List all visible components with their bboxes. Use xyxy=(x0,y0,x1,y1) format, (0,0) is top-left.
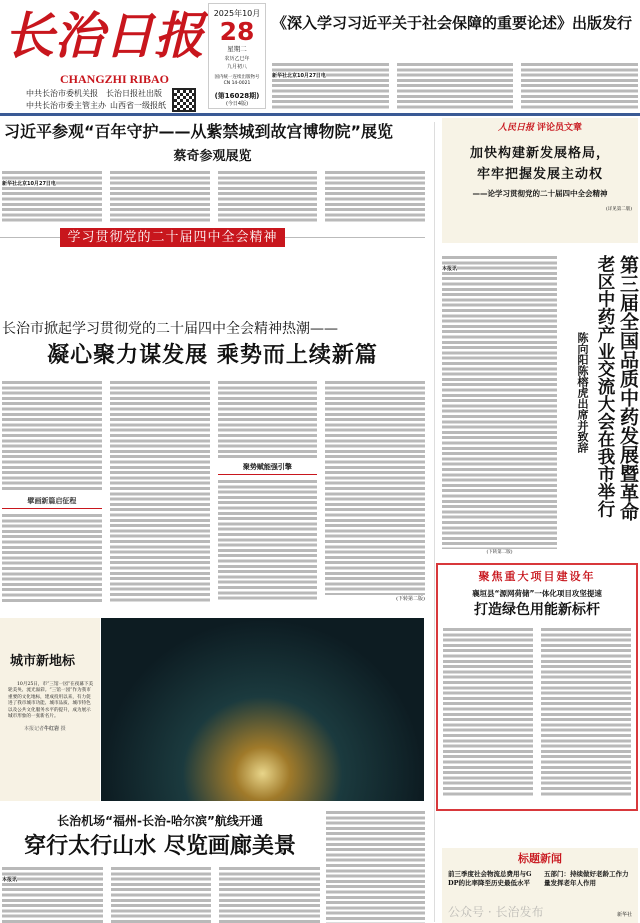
sponsor-3: 中共长治市委主管主办 xyxy=(26,101,106,110)
main-body xyxy=(2,380,425,602)
main-headline: 凝心聚力谋发展 乘势而上续新篇 xyxy=(47,343,378,368)
main-continued: (下转第二版) xyxy=(396,596,425,602)
briefs-source: 新华社 xyxy=(616,912,632,918)
lead-body xyxy=(2,170,425,222)
brief-item[interactable]: 五部门：持续做好老龄工作力量发挥老年人作用 xyxy=(544,870,629,887)
top-story-headline: 《深入学习习近平关于社会保障的重要论述》出版发行 xyxy=(272,14,633,32)
briefs-box xyxy=(442,848,638,923)
brief-item[interactable]: 前三季度社会物流总费用与GDP的比率降至历史最低水平 xyxy=(448,870,532,887)
lead-dateline: 新华社北京10月27日电 xyxy=(2,181,56,187)
weekday: 星期二 xyxy=(227,45,247,53)
tcm-body xyxy=(442,255,557,555)
watermark: 公众号 · 长治发布 xyxy=(448,905,544,919)
photo-credit-name: 牛红岩 xyxy=(44,726,60,733)
commentary-headline-1: 加快构建新发展格局， xyxy=(469,146,610,161)
section-banner: 学习贯彻党的二十届四中全会精神 xyxy=(60,228,285,247)
lunar-year: 农历乙巳年 xyxy=(224,56,250,62)
airline-body xyxy=(2,866,320,923)
commentary-see: (详见第二版) xyxy=(605,207,632,212)
column-divider xyxy=(434,122,435,922)
peoples-daily-logo: 人民日报 xyxy=(498,123,535,133)
lunar-day: 九月初八 xyxy=(226,64,247,70)
newspaper-logo-en: CHANGZHI RIBAO xyxy=(60,72,170,86)
cn-number: CN 14-0021 xyxy=(223,81,251,86)
airline-kicker: 长治机场“福州-长治-哈尔滨”航线开通 xyxy=(57,814,263,828)
commentary-label: 评论员文章 xyxy=(536,123,582,133)
commentary-subhead: ——论学习贯彻党的二十届四中全会精神 xyxy=(472,189,608,198)
top-story-body xyxy=(272,62,638,110)
airline-headline: 穿行太行山水 尽览画廊美景 xyxy=(24,833,296,859)
main-subhead-1: 擘画新篇启征程 xyxy=(2,496,102,509)
cn-label: 国内统一连续出版物号 xyxy=(214,75,260,80)
airline-dateline: 本报讯 xyxy=(2,877,18,883)
sponsor-1: 中共长治市委机关报 xyxy=(26,89,98,98)
airline-body-col4 xyxy=(326,810,425,923)
sponsor-4: 山西省一级报纸 xyxy=(110,101,166,110)
newspaper-logo: 长治日报 xyxy=(4,6,204,65)
commentary-headline-2: 牢牢把握发展主动权 xyxy=(476,167,603,182)
lead-subhead: 蔡奇参观展览 xyxy=(173,149,252,164)
issue-number: (第16028期) xyxy=(214,92,260,100)
date-box xyxy=(208,3,266,109)
project-series: 聚焦重大项目建设年 xyxy=(478,570,596,583)
date-year-month: 2025年10月 xyxy=(213,9,261,18)
project-kicker: 襄垣县“源网荷储”一体化项目攻坚提速 xyxy=(472,589,602,598)
tcm-dateline: 本报讯 xyxy=(442,266,458,272)
date-day: 28 xyxy=(219,17,255,46)
page-count: (今日4版) xyxy=(225,101,249,107)
photo-credit-prefix: 本报记者 xyxy=(24,726,45,733)
main-subhead-2: 聚势赋能强引擎 xyxy=(218,462,318,475)
photo-caption-box xyxy=(0,618,100,801)
top-story-dateline: 新华社北京10月27日电 xyxy=(272,73,326,79)
photo-caption: 10月25日，市“三馆一园”在夜幕下美轮美奂、流光溢彩。“三馆一园”作为我市重要的文化地标，建成投用以来，有力促进了我市城市功能、城市品质、城市特色以及公共文化服务水平的提升，成为展示城市形象的一张新名片。 xyxy=(8,682,94,720)
lead-headline: 习近平参观“百年守护——从紫禁城到故宫博物院”展览 xyxy=(4,122,394,141)
project-box xyxy=(436,563,638,811)
commentary-box xyxy=(442,118,638,243)
photo-credit-suffix: 摄 xyxy=(60,726,66,733)
sponsor-2: 长治日报社出版 xyxy=(106,89,162,98)
tcm-continued: (下转第二版) xyxy=(486,550,513,555)
project-headline: 打造绿色用能新标杆 xyxy=(474,602,600,618)
photo-title: 城市新地标 xyxy=(10,654,76,669)
qr-code xyxy=(172,88,196,112)
briefs-title: 标题新闻 xyxy=(518,852,562,865)
tcm-headline-2: 老区中药产业交流大会在我市举行 xyxy=(595,255,615,518)
main-kicker: 长治市掀起学习贯彻党的二十届四中全会精神热潮—— xyxy=(2,321,338,337)
tcm-headline-1: 第三届全国品质中药发展暨革命 xyxy=(617,255,639,521)
tcm-subhead: 陈向阳陈榕虎出席并致辞 xyxy=(576,332,589,453)
city-landmark-photo xyxy=(101,618,424,801)
masthead-rule xyxy=(0,113,640,116)
